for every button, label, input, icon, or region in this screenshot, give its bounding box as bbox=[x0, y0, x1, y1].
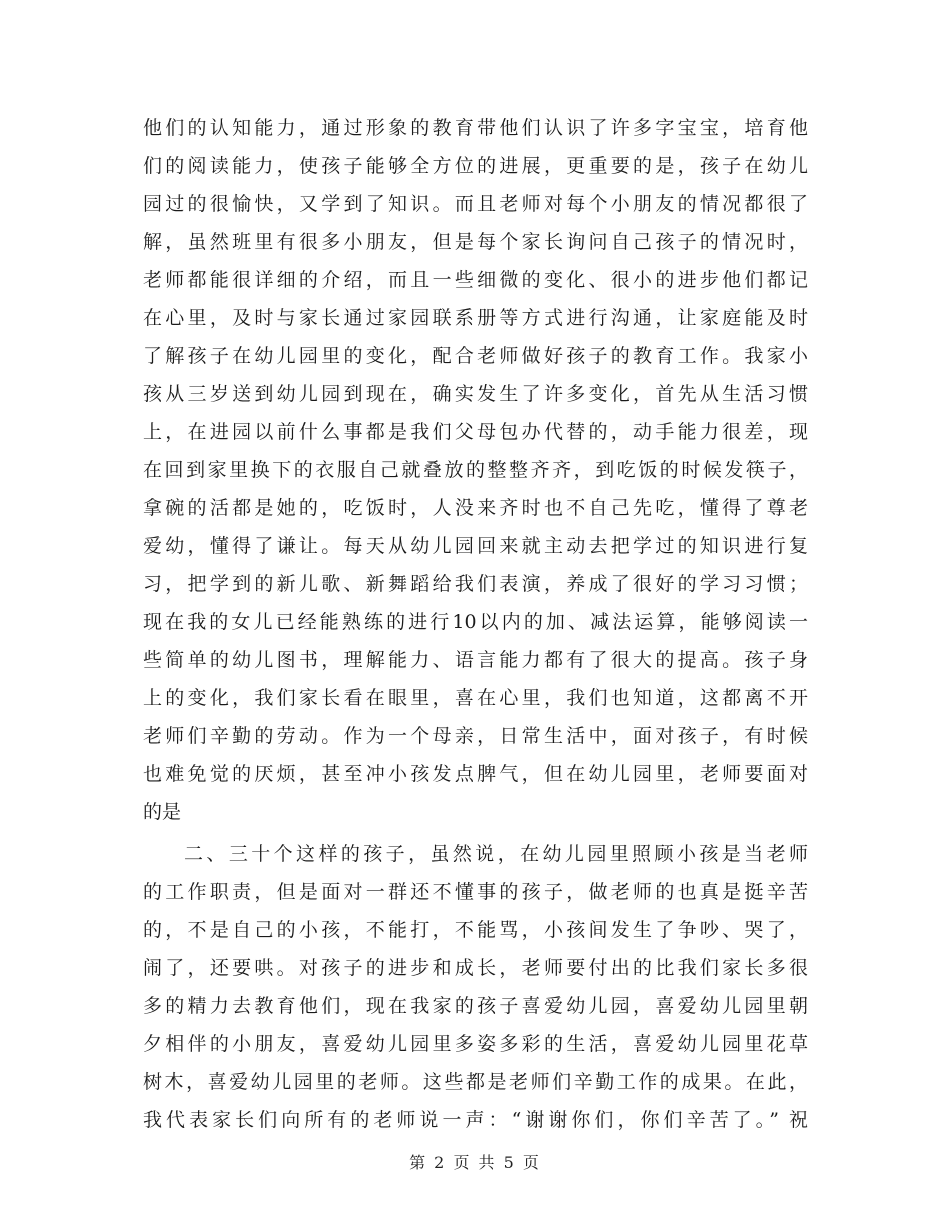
text-line: 了解孩子在幼儿园里的变化，配合老师做好孩子的教育工作。我家小 bbox=[143, 345, 808, 367]
paragraph bbox=[143, 835, 808, 1139]
text-line: 多的精力去教育他们，现在我家的孩子喜爱幼儿园，喜爱幼儿园里朝 bbox=[143, 995, 808, 1017]
body-text bbox=[143, 109, 808, 1139]
text-line: 上的变化，我们家长看在眼里，喜在心里，我们也知道，这都离不开 bbox=[143, 687, 808, 709]
text-line: 解，虽然班里有很多小朋友，但是每个家长询问自己孩子的情况时， bbox=[143, 231, 808, 253]
text-line: 孩从三岁送到幼儿园到现在，确实发生了许多变化，首先从生活习惯 bbox=[143, 383, 808, 405]
text-line: 在回到家里换下的衣服自己就叠放的整整齐齐，到吃饭的时候发筷子， bbox=[143, 459, 808, 481]
text-line: 园过的很愉快，又学到了知识。而且老师对每个小朋友的情况都很了 bbox=[143, 193, 808, 215]
paragraph bbox=[143, 109, 808, 831]
text-line: 树木，喜爱幼儿园里的老师。这些都是老师们辛勤工作的成果。在此， bbox=[143, 1071, 808, 1093]
text-line: 闹了，还要哄。对孩子的进步和成长，老师要付出的比我们家长多很 bbox=[143, 957, 808, 979]
text-line: 习，把学到的新儿歌、新舞蹈给我们表演，养成了很好的学习习惯； bbox=[143, 573, 808, 595]
text-line: 的工作职责，但是面对一群还不懂事的孩子，做老师的也真是挺辛苦 bbox=[143, 881, 808, 903]
text-line: 的，不是自己的小孩，不能打，不能骂，小孩间发生了争吵、哭了， bbox=[143, 919, 808, 941]
text-line: 些简单的幼儿图书，理解能力、语言能力都有了很大的提高。孩子身 bbox=[143, 649, 808, 671]
text-line: 上，在进园以前什么事都是我们父母包办代替的，动手能力很差，现 bbox=[143, 421, 808, 443]
text-line: 们的阅读能力，使孩子能够全方位的进展，更重要的是，孩子在幼儿 bbox=[143, 155, 808, 177]
text-line: 二、三十个这样的孩子，虽然说，在幼儿园里照顾小孩是当老师 bbox=[184, 843, 808, 865]
text-line: 老师们辛勤的劳动。作为一个母亲，日常生活中，面对孩子，有时候 bbox=[143, 725, 808, 747]
text-line: 我代表家长们向所有的老师说一声：“谢谢你们，你们辛苦了。” 祝 bbox=[143, 1109, 808, 1131]
text-line: 也难免觉的厌烦，甚至冲小孩发点脾气，但在幼儿园里，老师要面对 bbox=[143, 763, 808, 785]
page-footer: 第 2 页 共 5 页 bbox=[409, 1153, 541, 1172]
text-line: 拿碗的活都是她的，吃饭时，人没来齐时也不自己先吃，懂得了尊老 bbox=[143, 497, 808, 519]
text-line: 夕相伴的小朋友，喜爱幼儿园里多姿多彩的生活，喜爱幼儿园里花草 bbox=[143, 1033, 808, 1055]
text-line: 爱幼，懂得了谦让。每天从幼儿园回来就主动去把学过的知识进行复 bbox=[143, 535, 808, 557]
text-line: 老师都能很详细的介绍，而且一些细微的变化、很小的进步他们都记 bbox=[143, 269, 808, 291]
text-line: 他们的认知能力，通过形象的教育带他们认识了许多字宝宝，培育他 bbox=[143, 117, 808, 139]
text-line: 的是 bbox=[143, 801, 182, 823]
text-line: 现在我的女儿已经能熟练的进行10以内的加、减法运算，能够阅读一 bbox=[143, 611, 808, 633]
text-line: 在心里，及时与家长通过家园联系册等方式进行沟通，让家庭能及时 bbox=[143, 307, 808, 329]
